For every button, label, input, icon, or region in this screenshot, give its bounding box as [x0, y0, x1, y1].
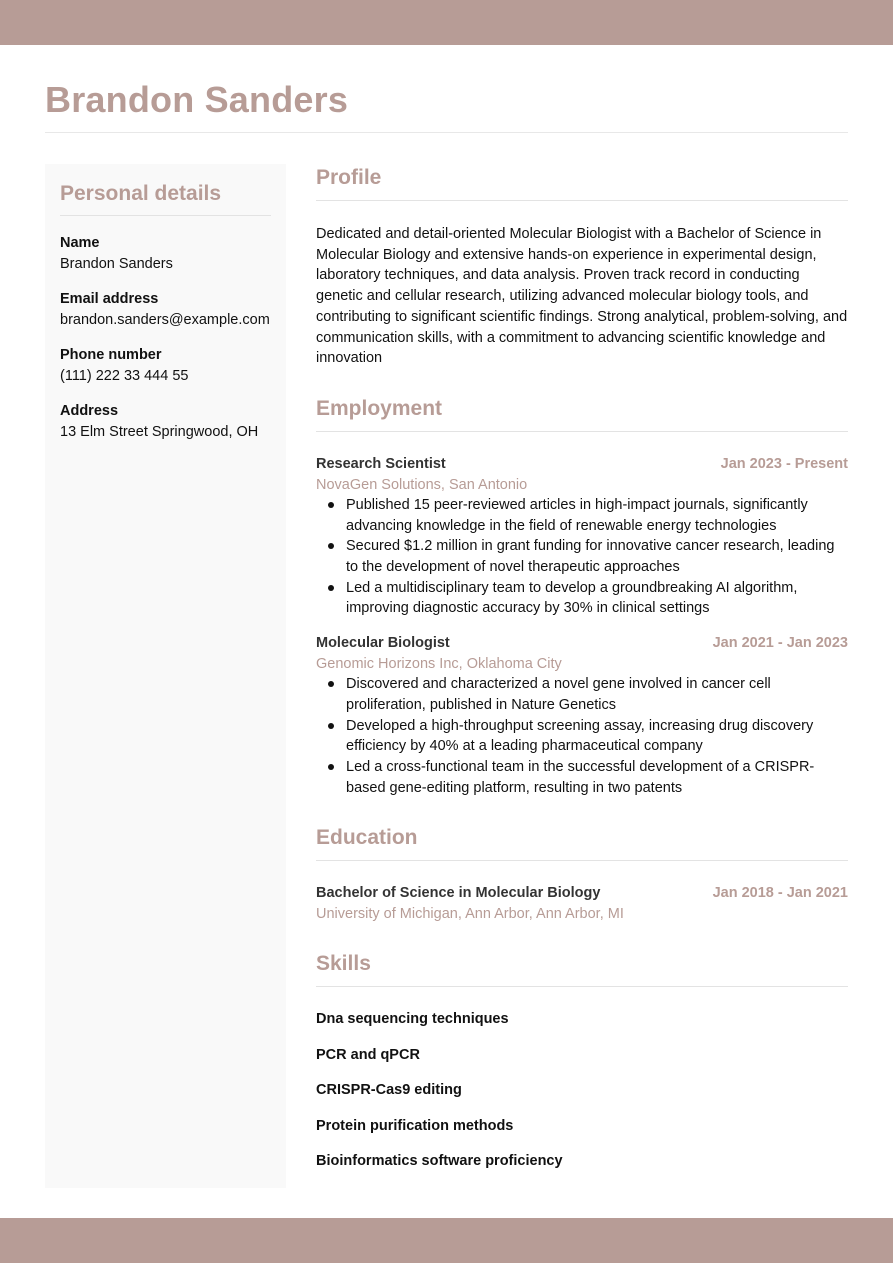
list-item: Secured $1.2 million in grant funding for innovative cancer research, leading to the development of novel therapeutic approaches: [316, 536, 848, 577]
detail-label: Name: [60, 235, 100, 251]
employment-title: Employment: [316, 395, 848, 432]
skill-item: Protein purification methods: [316, 1117, 514, 1134]
skills-title: Skills: [316, 950, 848, 987]
profile-title: Profile: [316, 164, 848, 201]
list-item: Developed a high-throughput screening assay, increasing drug discovery efficiency by 40% at a leading pharmaceutical company: [316, 716, 848, 757]
job-bullets: [316, 495, 848, 619]
job-organization: NovaGen Solutions, San Antonio: [316, 476, 528, 493]
list-item: Discovered and characterized a novel gene involved in cancer cell proliferation, published in Nature Genetics: [316, 674, 848, 715]
employment-section: [316, 395, 848, 798]
detail-label: Phone number: [60, 347, 162, 363]
profile-text: Dedicated and detail-oriented Molecular Biologist with a Bachelor of Science in Molecular Biology and extensive hands-on experience in experimental design, laboratory techniques, and data analysis. Proven track record in conducting genetic and cellular research, utilizing advanced molecular biology tools, and contributing to significant scientific findings. Strong analytical, problem-solving, and communication skills, with a commitment to advancing scientific knowledge and innovation: [316, 226, 848, 367]
main-content: [316, 164, 848, 1187]
personal-details-sidebar: [45, 164, 286, 1188]
education-section: [316, 824, 848, 924]
job-title: Research Scientist: [316, 455, 446, 472]
skill-item: CRISPR-Cas9 editing: [316, 1082, 462, 1099]
detail-phone: [60, 345, 271, 387]
list-item: Led a cross-functional team in the successful development of a CRISPR-based gene-editing platform, resulting in two patents: [316, 757, 848, 798]
skill-item: Dna sequencing techniques: [316, 1011, 509, 1028]
bottom-accent-band: [0, 1218, 893, 1263]
detail-value: Brandon Sanders: [60, 256, 173, 272]
skill-item: PCR and qPCR: [316, 1046, 420, 1063]
job-entry: [316, 633, 848, 798]
job-title: Molecular Biologist: [316, 635, 450, 652]
skill-item: Bioinformatics software proficiency: [316, 1153, 563, 1170]
job-entry: [316, 454, 848, 619]
skills-section: [316, 950, 848, 1172]
job-bullets: [316, 674, 848, 798]
resume-name: Brandon Sanders: [45, 79, 349, 120]
list-item: Published 15 peer-reviewed articles in high-impact journals, significantly advancing knowledge in the field of renewable energy technologies: [316, 495, 848, 536]
skills-list: [316, 1009, 848, 1172]
detail-email: [60, 289, 271, 331]
education-dates: Jan 2018 - Jan 2021: [712, 885, 848, 902]
job-organization: Genomic Horizons Inc, Oklahoma City: [316, 656, 562, 673]
profile-section: [316, 164, 848, 369]
detail-name: [60, 233, 271, 275]
education-school: University of Michigan, Ann Arbor, Ann Arbor, MI: [316, 906, 624, 923]
top-accent-band: [0, 0, 893, 45]
job-header: [316, 633, 848, 654]
personal-details-title: Personal details: [60, 181, 271, 216]
detail-label: Address: [60, 403, 119, 419]
list-item: Led a multidisciplinary team to develop a groundbreaking AI algorithm, improving diagnostic accuracy by 30% in clinical settings: [316, 578, 848, 619]
education-degree: Bachelor of Science in Molecular Biology: [316, 885, 601, 902]
name-divider: [45, 132, 848, 133]
job-header: [316, 454, 848, 475]
education-entry: [316, 883, 848, 924]
detail-value: 13 Elm Street Springwood, OH: [60, 424, 259, 440]
job-dates: Jan 2023 - Present: [720, 455, 848, 472]
detail-label: Email address: [60, 291, 159, 307]
detail-value: (111) 222 33 444 55: [60, 368, 189, 384]
education-title: Education: [316, 824, 848, 861]
detail-value: brandon.sanders@example.com: [60, 312, 270, 328]
job-dates: Jan 2021 - Jan 2023: [712, 635, 848, 652]
education-header: [316, 883, 848, 904]
detail-address: [60, 401, 271, 443]
